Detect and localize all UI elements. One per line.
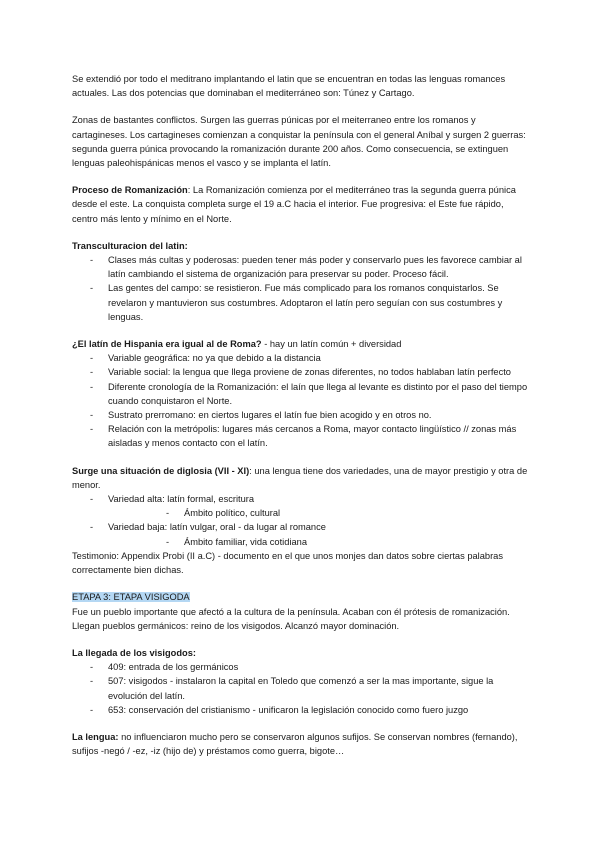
llegada-heading: La llegada de los visigodos: — [72, 647, 196, 658]
etapa3-heading — [72, 590, 530, 604]
list-item: - 409: entrada de los germánicos — [72, 660, 530, 674]
sublist — [108, 506, 530, 520]
transculturation-list — [72, 253, 530, 324]
list-item: - Ámbito político, cultural — [108, 506, 530, 520]
diglosia-text: : una lengua tiene dos variedades, una de mayor prestigio y otra de menor. — [72, 465, 528, 490]
highlighted-heading: ETAPA 3: ETAPA VISIGODA — [72, 592, 190, 603]
list-item: - Diferente cronología de la Romanización: el laín que llega al levante es distinto por el paso del tiempo cuando conquistaron el Norte. — [72, 380, 530, 408]
romanization-text: : La Romanización comienza por el mediterráneo tras la segunda guerra púnica desde el este. La conquista completa surge el 19 a.C hacia el interior. Fue progresiva: el Este fue rápido, centro más lento y mínimo en el Norte. — [72, 185, 516, 224]
list-item: - Variable geográfica: no ya que debido a la distancia — [72, 351, 530, 365]
diglosia-list — [72, 492, 530, 549]
hispania-text: - hay un latín común + diversidad — [261, 339, 402, 350]
list-item: - Variedad baja: latín vulgar, oral - da lugar al romance - Ámbito familiar, vida cotidiana — [72, 520, 530, 548]
diglosia-title: Surge una situación de diglosia (VII - XI) — [72, 465, 250, 476]
list-item: - 653: conservación del cristianismo - unificaron la legislación conocido como fuero juzgo — [72, 703, 530, 717]
transculturation-heading: Transculturacion del latin: — [72, 240, 188, 251]
sublist — [108, 535, 530, 549]
lengua-text: no influenciaron mucho pero se conservaron algunos sufijos. Se conservan nombres (fernando), sufijos -negó / -ez, -iz (hijo de) y préstamos como guerra, bigote… — [72, 731, 518, 757]
testimonio-paragraph: Testimonio: Appendix Probi (II a.C) - documento en el que unos monjes dan datos sobre ciertas palabras correctamente bien dichas. — [72, 550, 503, 576]
hispania-list — [72, 351, 530, 450]
hispania-heading — [72, 337, 530, 351]
romanization-title: Proceso de Romanización — [72, 185, 188, 196]
list-item: - Relación con la metrópolis: lugares más cercanos a Roma, mayor contacto lingüístico // zonas más aisladas y menos contacto con el latín. — [72, 422, 530, 450]
diglosia-heading — [72, 464, 530, 492]
list-item: - Sustrato prerromano: en ciertos lugares el latín fue bien acogido y en otros no. — [72, 408, 530, 422]
lengua-title: La lengua: — [72, 731, 119, 742]
paragraph-romanization — [72, 183, 530, 226]
list-item: - Variedad alta: latín formal, escritura - Ámbito político, cultural — [72, 492, 530, 520]
paragraph-intro: Se extendió por todo el meditrano implantando el latin que se encuentran en todas las lenguas romances actuales. Las dos potencias que dominaban el mediterráneo son: Túnez y Cartago. — [72, 74, 506, 99]
list-item: - Las gentes del campo: se resistieron. Fue más complicado para los romanos conquistarlos. Se revelaron y mantuvieron sus costumbres. Adoptaron el latín pero seguían con sus costumbres y lenguas. — [72, 281, 530, 324]
list-item: - Ámbito familiar, vida cotidiana — [108, 535, 530, 549]
llegada-list — [72, 660, 530, 717]
paragraph-conflicts: Zonas de bastantes conflictos. Surgen las guerras púnicas por el meiterraneo entre los romanos y cartagineses. Los cartagineses comienzan a conquistar la península con el general Aníbal y surgen 2 guerras: segunda guerra púnica provocando la romanización durante 200 años. Como consecuencia, se extinguen lenguas paleohispánicas menos el vasco y se implanta el latín. — [72, 115, 526, 169]
etapa3-paragraph: Fue un pueblo importante que afectó a la cultura de la península. Acaban con él prótesis de romanización. Llegan pueblos germánicos: reino de los visigodos. Alcanzó mayor dominación. — [72, 606, 510, 631]
list-item: - 507: visigodos - instalaron la capital en Toledo que comenzó a ser la mas importante, sigue la evolución del latín. — [72, 674, 530, 702]
lengua-paragraph — [72, 730, 530, 758]
hispania-title: ¿El latín de Hispania era igual al de Roma? — [72, 339, 262, 350]
list-item: - Variable social: la lengua que llega proviene de zonas diferentes, no todos hablaban latín perfecto — [72, 365, 530, 379]
list-item: - Clases más cultas y poderosas: pueden tener más poder y conservarlo pues les favorece cambiar al latín cambiando el sistema de organización para preservar su poder. Proceso fácil. — [72, 253, 530, 281]
